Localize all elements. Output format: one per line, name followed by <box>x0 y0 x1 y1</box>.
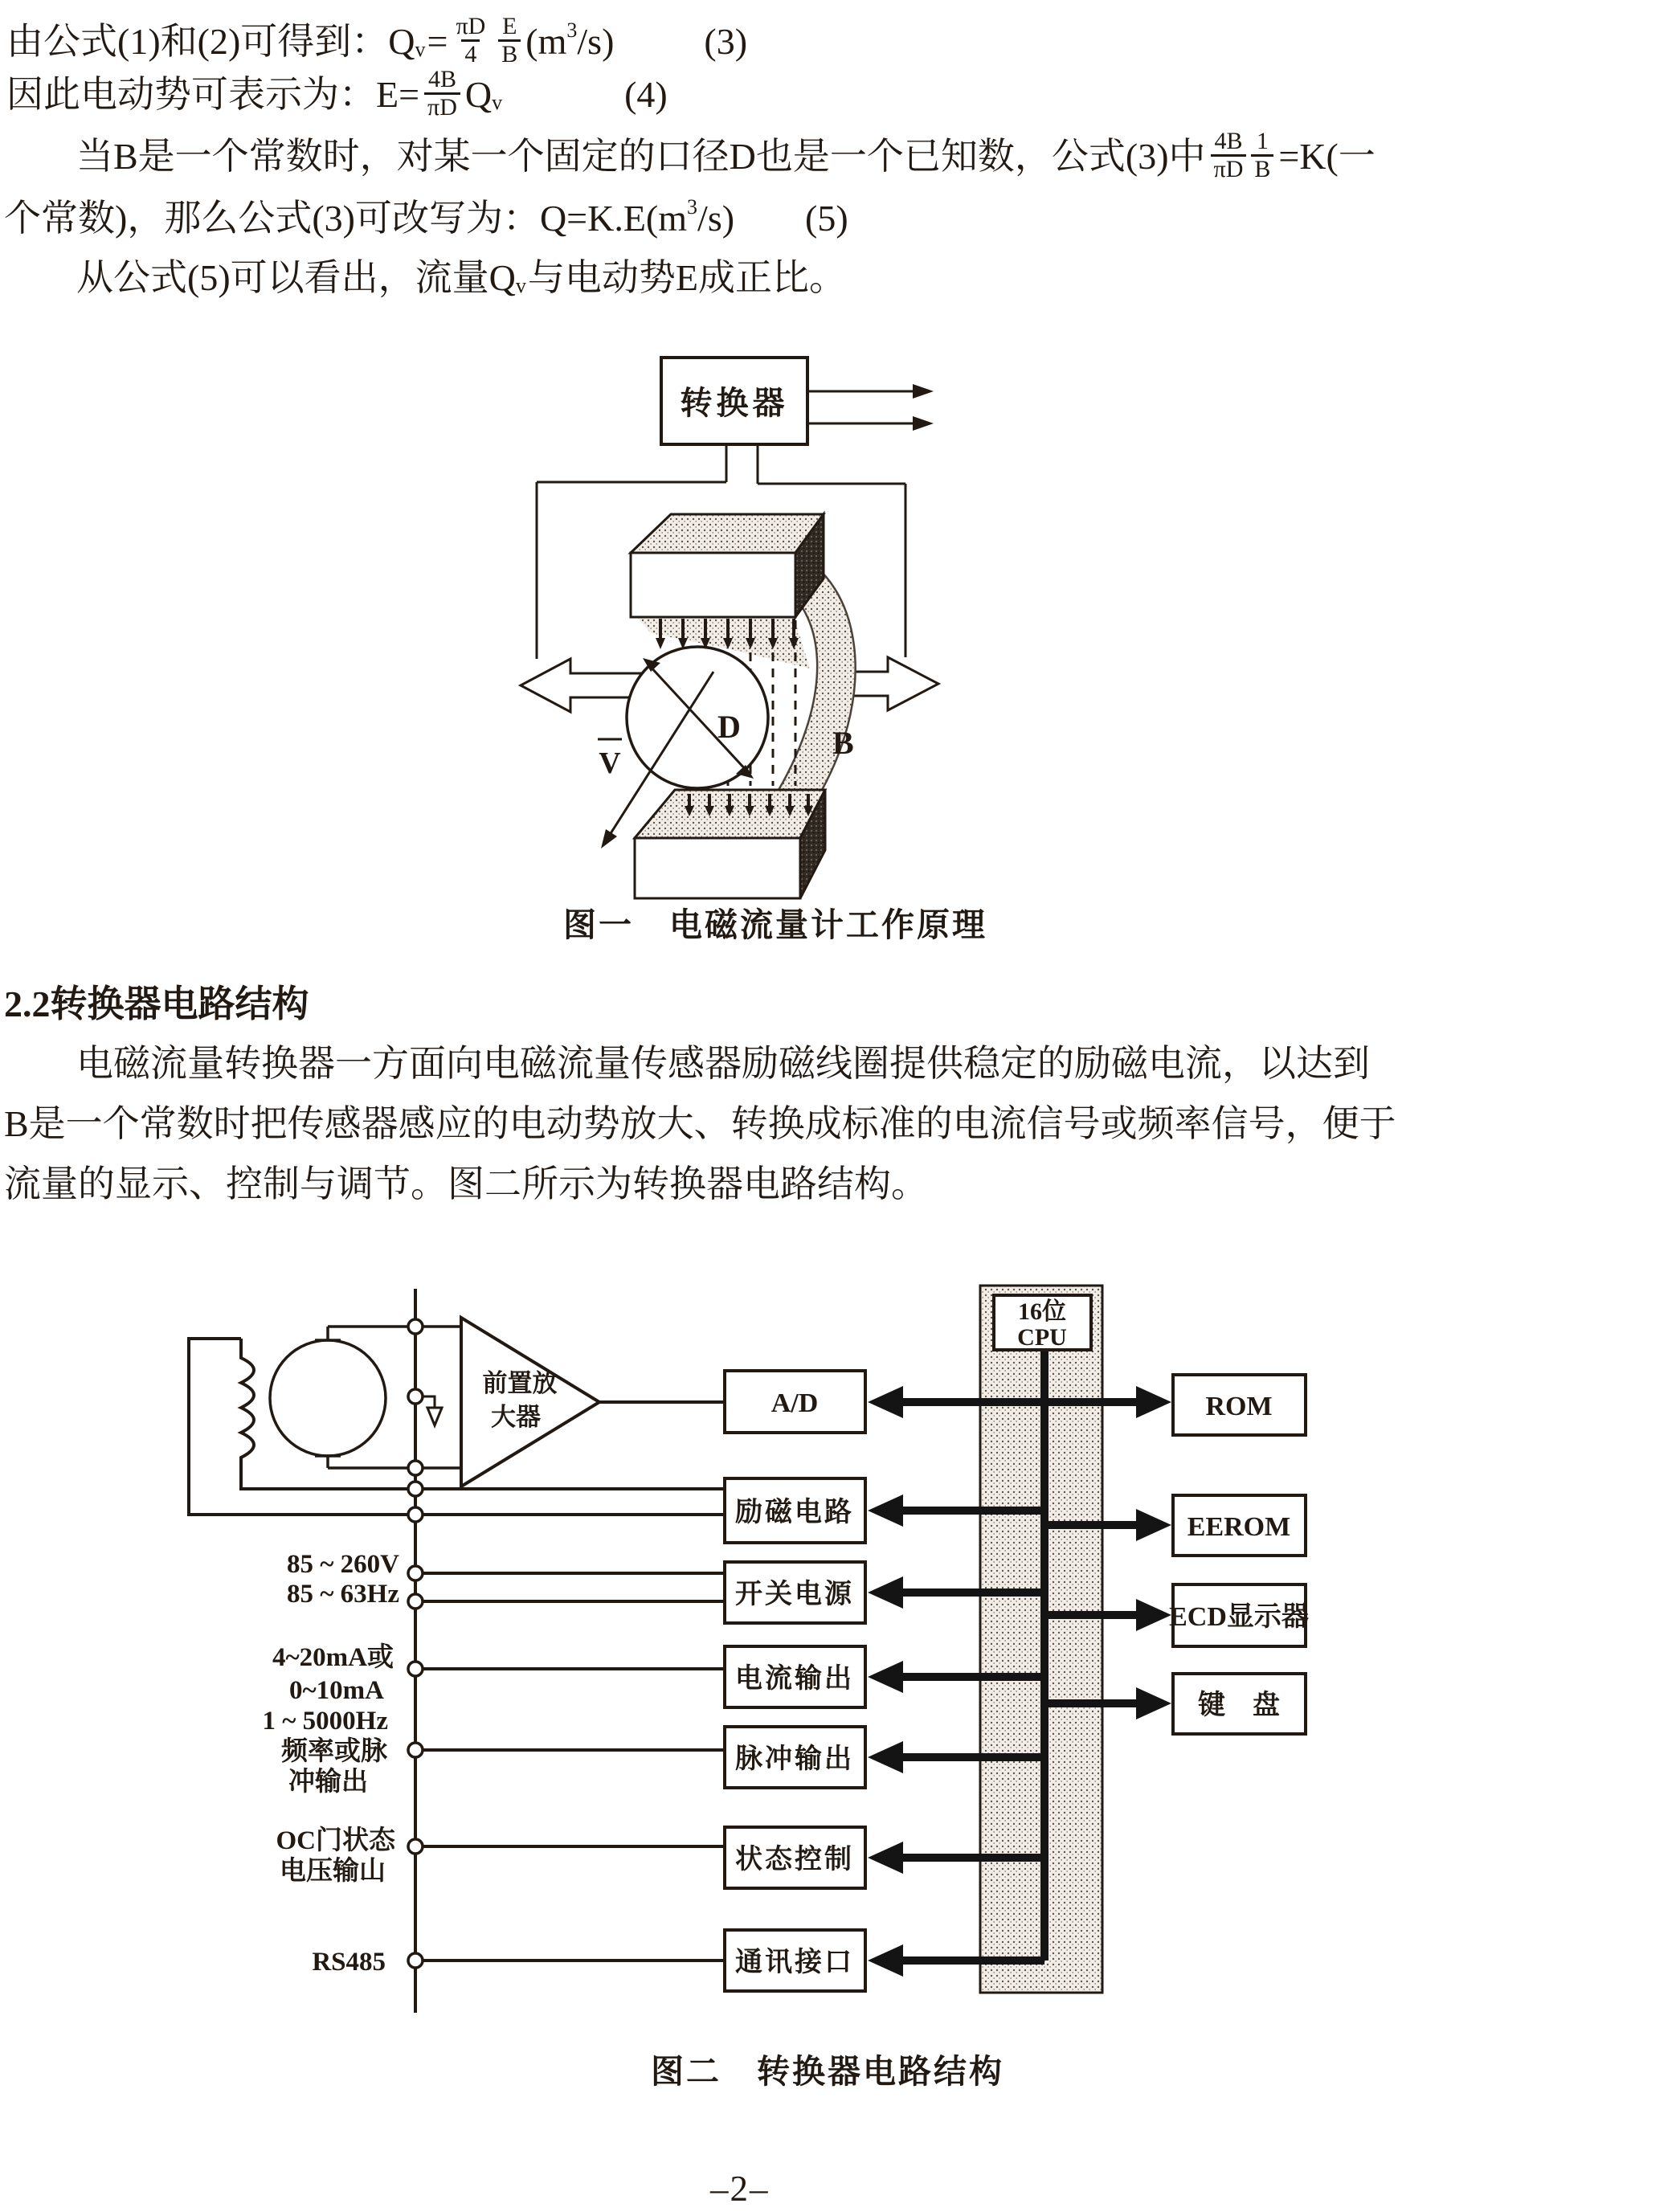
converter-label: 转换器 <box>680 385 789 421</box>
cpu-label-line2: CPU <box>1017 1324 1067 1351</box>
figure-2-converter-circuit <box>0 1253 1680 2105</box>
superscript: 3 <box>566 18 578 43</box>
preamp-label-line2: 大器 <box>491 1403 541 1431</box>
excitation-coil <box>189 1339 725 1515</box>
fraction-e-b: $\frac{E}{B}$ <box>498 14 521 67</box>
body-text: 与电动势E成正比。 <box>527 257 846 299</box>
body-text: =K(一 <box>1278 136 1375 178</box>
figure-1-caption: 图一 电磁流量计工作原理 <box>563 906 987 943</box>
figure-1-flowmeter-principle <box>0 345 1680 956</box>
label-comm: 通讯接口 <box>735 1948 854 1977</box>
fraction-pid-4: $\frac{\pi D}{4}$ <box>456 13 486 67</box>
superscript: 3 <box>687 195 698 219</box>
section-body-line: 电磁流量转换器一方面向电磁流量传感器励磁线圈提供稳定的励磁电流，以达到 <box>76 1043 1370 1084</box>
equation-number: (5) <box>805 198 848 239</box>
subscript: v <box>515 274 526 298</box>
formula-text: 由公式(1)和(2)可得到：Q <box>6 21 415 63</box>
section-heading: 2.2转换器电路结构 <box>4 983 309 1024</box>
fraction-4b-pid: $\frac{4B}{\pi D}$ <box>1211 129 1247 182</box>
v-label: V <box>599 746 621 780</box>
fraction-4b-pid: $\frac{4B}{\pi D}$ <box>424 67 460 120</box>
flow-arrow-left-icon <box>521 659 643 712</box>
preamp-label-line1: 前置放 <box>482 1369 558 1397</box>
label-ad: A/D <box>771 1388 819 1418</box>
d-label: D <box>717 709 741 745</box>
unit-text: (m <box>525 21 567 63</box>
io-label-oc2: 电压输山 <box>280 1857 386 1886</box>
label-keyboard: 键 盘 <box>1198 1691 1280 1720</box>
body-text: 从公式(5)可以看出，流量Q <box>76 257 516 299</box>
label-power: 开关电源 <box>735 1580 854 1609</box>
io-label-current2: 0~10mA <box>289 1676 384 1705</box>
section-body-line: 流量的显示、控制与调节。图二所示为转换器电路结构。 <box>4 1163 928 1204</box>
io-label-group <box>263 1550 400 1977</box>
label-status: 状态控制 <box>735 1845 854 1875</box>
label-pulse-out: 脉冲输出 <box>735 1744 854 1774</box>
subscript: v <box>415 38 426 62</box>
arrowhead-right-icon <box>913 384 934 399</box>
io-label-pulse2: 频率或脉 <box>281 1737 387 1766</box>
label-current-out: 电流输出 <box>735 1664 854 1694</box>
io-label-power1: 85 ~ 260V <box>287 1550 399 1579</box>
formula-text: Q <box>464 74 493 116</box>
label-display: ECD显示器 <box>1169 1602 1309 1632</box>
converter-output-arrow-icon <box>807 391 916 423</box>
arrowhead-right-icon <box>913 416 934 431</box>
io-label-pulse3: 冲输出 <box>288 1768 368 1797</box>
label-eerom: EEROM <box>1187 1512 1291 1542</box>
fraction-1-b: $\frac{1}{B}$ <box>1251 129 1273 182</box>
cpu-label-line1: 16位 <box>1018 1298 1066 1325</box>
body-text: /s) <box>697 198 735 239</box>
io-label-oc1: OC门状态 <box>276 1826 395 1855</box>
formula-text: 因此电动势可表示为：E= <box>6 74 420 116</box>
body-text: 当B是一个常数时，对某一个固定的口径D也是一个已知数，公式(3)中 <box>76 136 1206 178</box>
right-box-group <box>1173 1375 1306 1734</box>
subscript: v <box>492 91 503 115</box>
paragraph-1-line-1 <box>76 121 1375 193</box>
equals: = <box>427 21 448 63</box>
section-body-line: B是一个常数时把传感器感应的电动势放大、转换成标准的电流信号或频率信号，便于 <box>4 1103 1396 1144</box>
io-label-power2: 85 ~ 63Hz <box>287 1580 399 1609</box>
io-label-pulse1: 1 ~ 5000Hz <box>262 1707 388 1736</box>
preamplifier-triangle <box>461 1318 599 1486</box>
body-text: 个常数)，那么公式(3)可改写为：Q=K.E(m <box>4 198 688 239</box>
io-label-current1: 4~20mA或 <box>272 1643 394 1672</box>
label-excitation: 励磁电路 <box>735 1498 854 1527</box>
b-label: B <box>832 725 854 761</box>
figure-2-caption: 图二 转换器电路结构 <box>651 2053 1004 2090</box>
equation-number: (4) <box>624 74 668 116</box>
equation-number: (3) <box>704 21 748 63</box>
label-rom: ROM <box>1205 1392 1273 1421</box>
paragraph-1-line-2 <box>4 186 848 251</box>
top-magnet <box>631 514 824 617</box>
page-number: –2– <box>710 2169 770 2209</box>
unit-text: /s) <box>577 21 615 63</box>
paragraph-2 <box>76 246 846 310</box>
sensor-circle <box>270 1340 386 1456</box>
io-label-rs485: RS485 <box>312 1948 386 1977</box>
io-wires <box>415 1573 725 1961</box>
